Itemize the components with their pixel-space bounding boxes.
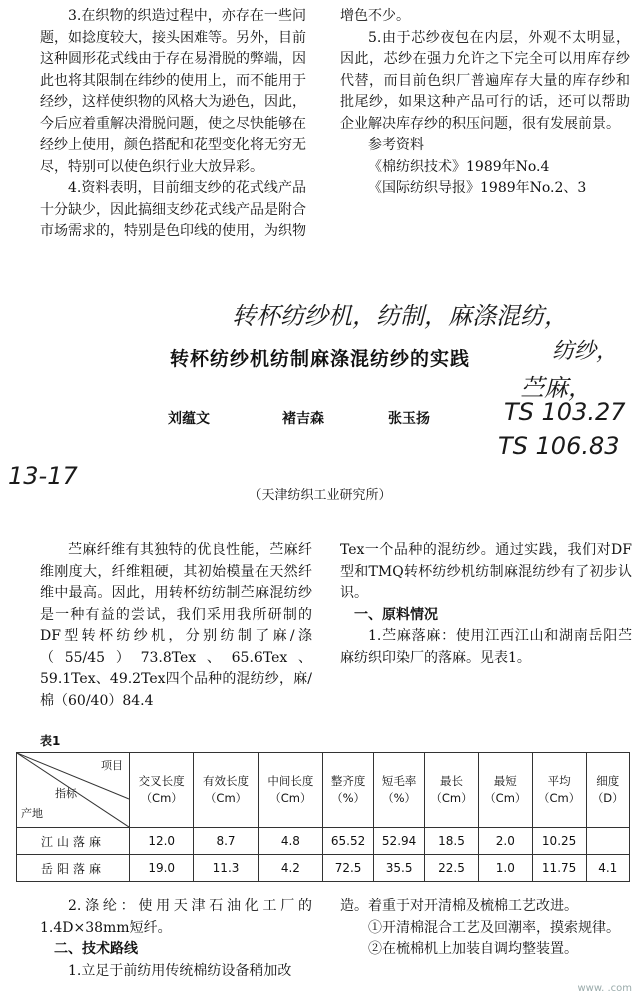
section-heading-1: 一、原料情况 <box>354 606 438 623</box>
handwritten-keywords-2: 纺纱， <box>552 339 619 364</box>
handwritten-class-code-2: TS 106.83 <box>498 432 620 460</box>
raw-material-paragraph: 1.苎麻落麻：使用江西江山和湖南岳阳苎麻纺织印染厂的落麻。见表1。 <box>340 628 632 666</box>
route-paragraph: 1.立足于前纺用传统棉纺设备稍加改 <box>68 962 292 979</box>
column-header: 整齐度（%） <box>323 753 374 828</box>
article-title: 转杯纺纱机纺制麻涤混纺纱的实践 <box>169 348 470 370</box>
table-cell: 4.2 <box>258 855 322 882</box>
table-cell: 4.8 <box>258 828 322 855</box>
reference-1: 《棉纺织技术》1989年No.4 <box>368 158 550 175</box>
table-1 <box>16 752 630 882</box>
table-cell: 35.5 <box>374 855 425 882</box>
table-cell: 52.94 <box>374 828 425 855</box>
column-header: 中间长度（Cm） <box>258 753 322 828</box>
column-header: 短毛率（%） <box>374 753 425 828</box>
paragraph-cont: 增色不少。 <box>340 8 410 24</box>
table-cell: 8.7 <box>194 828 258 855</box>
top-left-column <box>40 6 306 243</box>
reference-2: 《国际纺织导报》1989年No.2、3 <box>368 180 587 196</box>
table-row <box>17 828 630 855</box>
column-header: 最长（Cm） <box>425 753 479 828</box>
column-header: 有效长度（Cm） <box>194 753 258 828</box>
table-row <box>17 855 630 882</box>
table-cell <box>586 828 630 855</box>
handwritten-class-code-1: TS 103.27 <box>504 398 626 426</box>
handwritten-keywords-3: 苎麻， <box>520 374 592 402</box>
table-cell: 10.25 <box>532 828 586 855</box>
table-cell: 11.75 <box>532 855 586 882</box>
column-header: 细度（D） <box>586 753 630 828</box>
column-header: 最短（Cm） <box>478 753 532 828</box>
intro-paragraph-cont: Tex一个品种的混纺纱。通过实践，我们对DF型和TMQ转杯纺纱机纺制麻混纺纱有了初步认识。 <box>340 542 632 601</box>
table-cell: 22.5 <box>425 855 479 882</box>
corner-index-label: 指标 <box>55 787 77 800</box>
bottom-left-column <box>40 896 312 982</box>
column-header: 交叉长度（Cm） <box>130 753 194 828</box>
handwritten-margin-note: 13-17 <box>8 462 78 490</box>
row-label: 江山落麻 <box>17 828 130 855</box>
table-cell: 65.52 <box>323 828 374 855</box>
institution: （天津纺织工业研究所） <box>248 488 392 503</box>
table-corner-cell <box>17 753 130 828</box>
section-heading-2: 二、技术路线 <box>54 941 138 957</box>
row-label: 岳阳落麻 <box>17 855 130 882</box>
top-right-column <box>340 6 630 200</box>
intro-paragraph: 苎麻纤维有其独特的优良性能，苎麻纤维刚度大，纤维粗硬，其初始模量在天然纤维中最高。因此，用转杯纺纺制苎麻混纺纱是一种有益的尝试，我们采用我所研制的DF型转杯纺纱机，分别纺制了麻/涤（55/45）73.8Tex、65.6Tex、59.1Tex、49.2Tex四个品种的混纺纱，麻/棉（60/40）84.4 <box>40 542 312 709</box>
table-cell: 18.5 <box>425 828 479 855</box>
watermark: www. .com <box>577 983 632 994</box>
route-item-2: ②在梳棉机上加装自调均整装置。 <box>368 941 578 957</box>
references-heading: 参考资料 <box>368 137 424 153</box>
route-item-1: ①开清棉混合工艺及回潮率，摸索规律。 <box>368 919 620 936</box>
table-cell: 12.0 <box>130 828 194 855</box>
body-left-column <box>40 540 312 712</box>
column-header: 平均（Cm） <box>532 753 586 828</box>
author-1: 刘蕴文 <box>168 411 210 427</box>
table-cell: 1.0 <box>478 855 532 882</box>
table-cell: 72.5 <box>323 855 374 882</box>
table-header-row <box>17 753 630 828</box>
route-paragraph-cont: 造。着重于对开清棉及梳棉工艺改进。 <box>340 898 578 914</box>
paragraph-3: 3.在织物的织造过程中，亦存在一些问题，如捻度较大，接头困难等。另外，目前这种圆形花式线由于存在易滑脱的弊端，因此也将其限制在纬纱的使用上，而不能用于经纱，这样使织物的风格大为逊色，因此，今后应着重解决滑脱问题，使之尽快能够在经纱上使用，颜色搭配和花型变化将无穷无尽，特别可以使色织行业大放异彩。 <box>40 8 306 175</box>
corner-origin-label: 产地 <box>21 807 43 820</box>
paragraph-5: 5.由于芯纱夜包在内层，外观不太明显，因此，芯纱在强力允许之下完全可以用库存纱代替，而目前色织厂普遍库存大量的库存纱和批尾纱，如果这种产品可行的话，还可以帮助企业解决库存纱的积压问题，很有发展前景。 <box>340 29 630 132</box>
table-cell: 4.1 <box>586 855 630 882</box>
polyester-paragraph: 2.涤纶：使用天津石油化工厂的1.4D×38mm短纤。 <box>40 898 312 936</box>
table-cell: 11.3 <box>194 855 258 882</box>
table-caption: 表1 <box>40 734 61 748</box>
table-cell: 2.0 <box>478 828 532 855</box>
table-cell: 19.0 <box>130 855 194 882</box>
body-right-column <box>340 540 632 669</box>
paragraph-4: 4.资料表明，目前细支纱的花式线产品十分缺少，因此搞细支纱花式线产品是附合市场需求的，特别是色印线的使用，为织物 <box>40 180 306 239</box>
author-3: 张玉扬 <box>388 411 430 427</box>
author-2: 褚吉森 <box>282 411 324 427</box>
bottom-right-column <box>340 896 632 961</box>
handwritten-keywords-1: 转杯纺纱机，纺制，麻涤混纺， <box>232 302 568 330</box>
corner-item-label: 项目 <box>101 759 123 772</box>
